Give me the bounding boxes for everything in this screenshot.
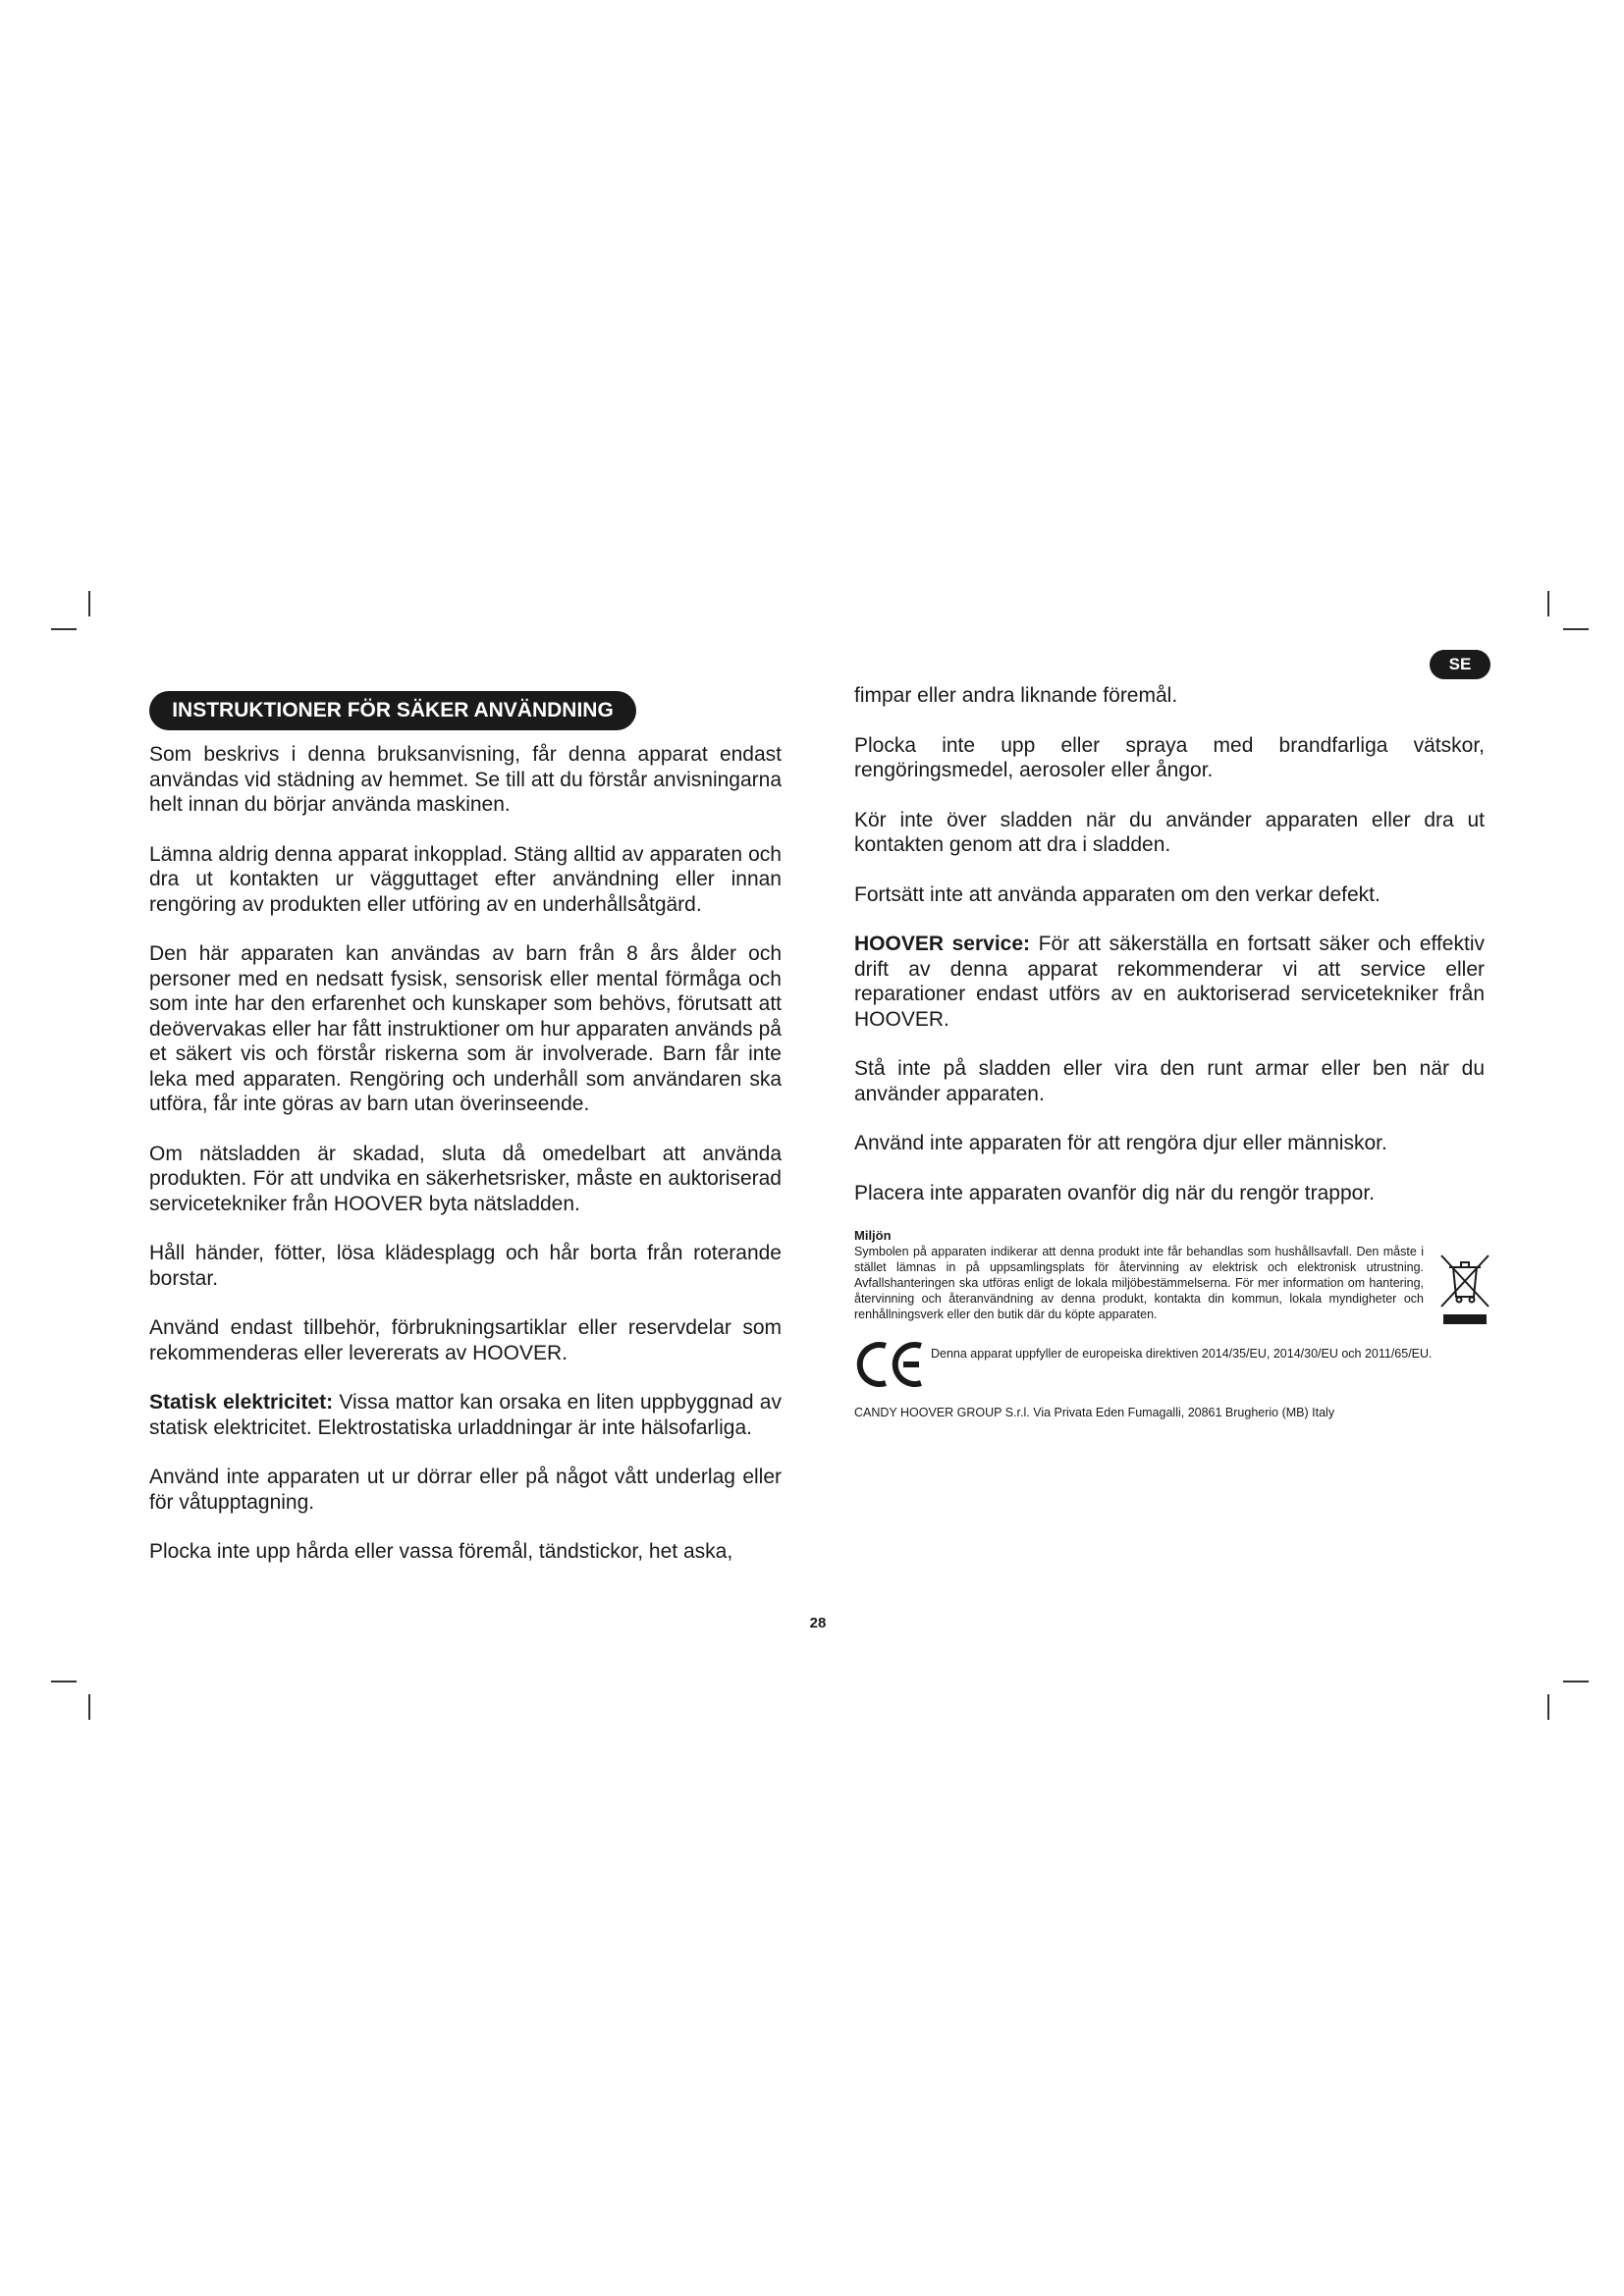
- environment-title: Miljön: [854, 1228, 892, 1243]
- paragraph: Som beskrivs i denna bruksanvisning, får denna apparat endast användas vid städning av hemmet. Se till att du förstår anvisningarna helt innan du börjar använda maskinen.: [149, 743, 782, 816]
- crop-mark: [1547, 1694, 1549, 1720]
- paragraph: fimpar eller andra liknande föremål.: [854, 684, 1178, 707]
- paragraph: Håll händer, fötter, lösa klädesplagg och hår borta från roterande borstar.: [149, 1242, 782, 1290]
- paragraph: Den här apparaten kan användas av barn från 8 års ålder och personer med en nedsatt fysisk, sensorisk eller mental förmåga och som inte har den erfarenhet och kunskaper som behövs, förutsatt att deövervakas eller har fått instruktioner om hur apparaten används på et säkert vis och förstår riskerna som är involverade. Barn får inte leka med apparaten. Rengöring och underhåll som användaren ska utföra, får inte göras av barn utan överinseende.: [149, 942, 782, 1115]
- paragraph: Använd inte apparaten ut ur dörrar eller på något vått underlag eller för våtupptagning.: [149, 1466, 782, 1514]
- paragraph: Plocka inte upp eller spraya med brandfarliga vätskor, rengöringsmedel, aerosoler eller ångor.: [854, 733, 1485, 781]
- paragraph: Använd inte apparaten för att rengöra djur eller människor.: [854, 1132, 1387, 1154]
- paragraph: Fortsätt inte att använda apparaten om den verkar defekt.: [854, 882, 1380, 906]
- crop-mark: [51, 1681, 77, 1682]
- paragraph: Lämna aldrig denna apparat inkopplad. Stäng alltid av apparaten och dra ut kontakten ur vägguttaget efter användning eller innan rengöring av produkten eller utföring av en underhållsåtgärd.: [149, 842, 782, 916]
- paragraph: Placera inte apparaten ovanför dig när du rengör trappor.: [854, 1181, 1376, 1204]
- environment-text: Symbolen på apparaten indikerar att denna produkt inte får behandlas som hushållsavfall. Den måste i stället lämnas in på uppsamlingsplats för återvinning av elektrisk och elektronisk utrustning. Avfallshanteringen ska utföras enligt de lokala miljöbestämmelserna. För mer information om hantering, återvinning och återanvändning av denna produkt, kontakta din kommun, lokala myndigheter och renhållningsverk eller den butik där du köpte apparaten.: [854, 1245, 1424, 1321]
- crop-mark: [88, 1694, 90, 1720]
- right-column: [854, 683, 1485, 1420]
- language-badge: SE: [1430, 650, 1490, 679]
- left-column: [149, 742, 782, 1589]
- crop-mark: [88, 591, 90, 616]
- crop-mark: [1547, 591, 1549, 616]
- paragraph: Om nätsladden är skadad, sluta då omedelbart att använda produkten. För att undvika en säkerhetsrisker, måste en auktoriserad servicetekniker från HOOVER byta nätsladden.: [149, 1142, 782, 1215]
- ce-text: Denna apparat uppfyller de europeiska direktiven 2014/35/EU, 2014/30/EU och 2011/65/EU.: [931, 1347, 1433, 1361]
- crop-mark: [1563, 628, 1589, 630]
- ce-mark-icon: [856, 1340, 927, 1389]
- paragraph: Kör inte över sladden när du använder apparaten eller dra ut kontakten genom att dra i sladden.: [854, 808, 1485, 856]
- paragraph: Använd endast tillbehör, förbrukningsartiklar eller reservdelar som rekommenderas eller levererats av HOOVER.: [149, 1316, 782, 1364]
- paragraph: Stå inte på sladden eller vira den runt armar eller ben när du använder apparaten.: [854, 1057, 1485, 1105]
- paragraph: Plocka inte upp hårda eller vassa föremål, tändstickor, het aska,: [149, 1540, 733, 1563]
- environment-section: [854, 1228, 1485, 1322]
- ce-section: [854, 1336, 1485, 1391]
- crop-mark: [51, 628, 77, 630]
- page-number: 28: [809, 1615, 827, 1631]
- weee-crossed-bin-icon: [1437, 1250, 1492, 1328]
- company-address: CANDY HOOVER GROUP S.r.l. Via Privata Eden Fumagalli, 20861 Brugherio (MB) Italy: [854, 1406, 1335, 1419]
- paragraph: HOOVER service: För att säkerställa en fortsatt säker och effektiv drift av denna apparat rekommenderar vi att service eller reparationer endast utförs av en auktoriserad servicetekniker från HOOVER.: [854, 933, 1485, 1031]
- crop-mark: [1563, 1681, 1589, 1682]
- paragraph: Statisk elektricitet: Vissa mattor kan orsaka en liten uppbyggnad av statisk elektricitet. Elektrostatiska urladdningar är inte hälsofarliga.: [149, 1391, 782, 1439]
- section-heading: INSTRUKTIONER FÖR SÄKER ANVÄNDNING: [149, 691, 636, 730]
